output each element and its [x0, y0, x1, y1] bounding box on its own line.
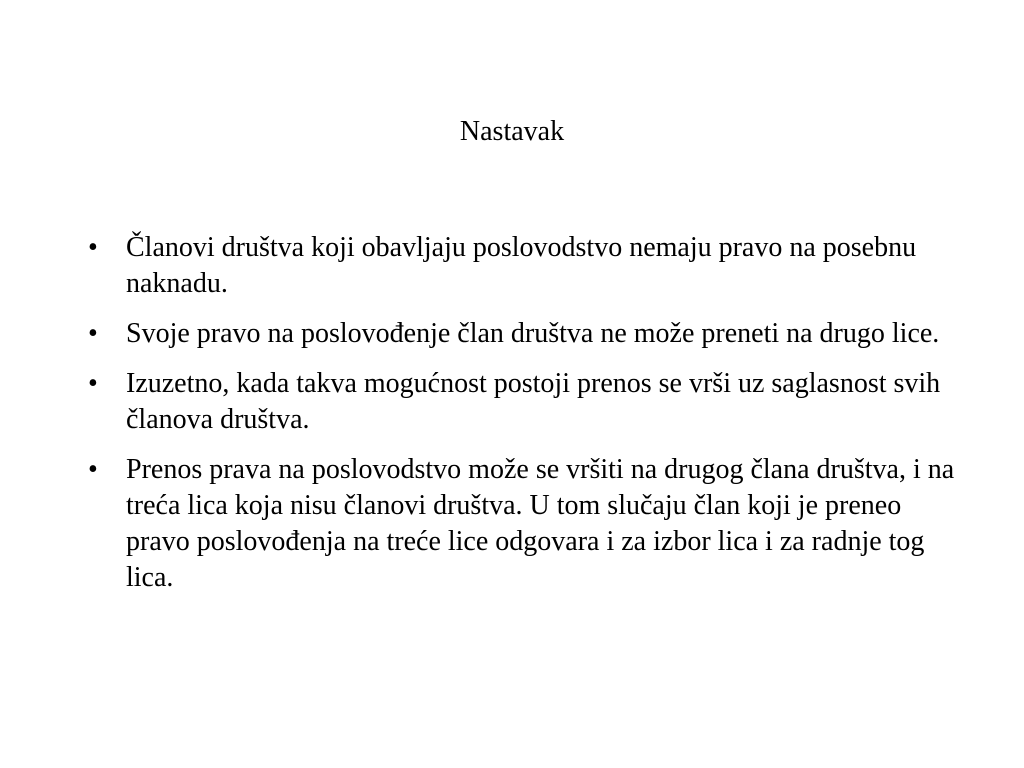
bullet-text: Svoje pravo na poslovođenje član društva ne može preneti na drugo lice. — [126, 318, 940, 349]
bullet-text: Članovi društva koji obavljaju poslovodstvo nemaju pravo na posebnu naknadu. — [126, 232, 917, 299]
bullet-item-3 — [84, 366, 964, 438]
bullet-text: Izuzetno, kada takva mogućnost postoji prenos se vrši uz saglasnost svih članova društva. — [126, 368, 941, 435]
bullet-marker: • — [88, 232, 98, 263]
bullet-item-4 — [84, 452, 964, 596]
bullet-marker: • — [88, 318, 98, 349]
bullet-marker: • — [88, 368, 98, 399]
bullet-item-1 — [84, 230, 964, 302]
bullet-list — [84, 230, 964, 610]
bullet-item-2 — [84, 316, 964, 352]
bullet-text: Prenos prava na poslovodstvo može se vršiti na drugog člana društva, i na treća lica koja nisu članovi društva. U tom slučaju član koji je preneo pravo poslovođenja na treće lice odgovara i za izbor lica i za radnje tog lica. — [126, 454, 955, 593]
slide-title: Nastavak — [459, 116, 565, 147]
bullet-marker: • — [88, 454, 98, 485]
